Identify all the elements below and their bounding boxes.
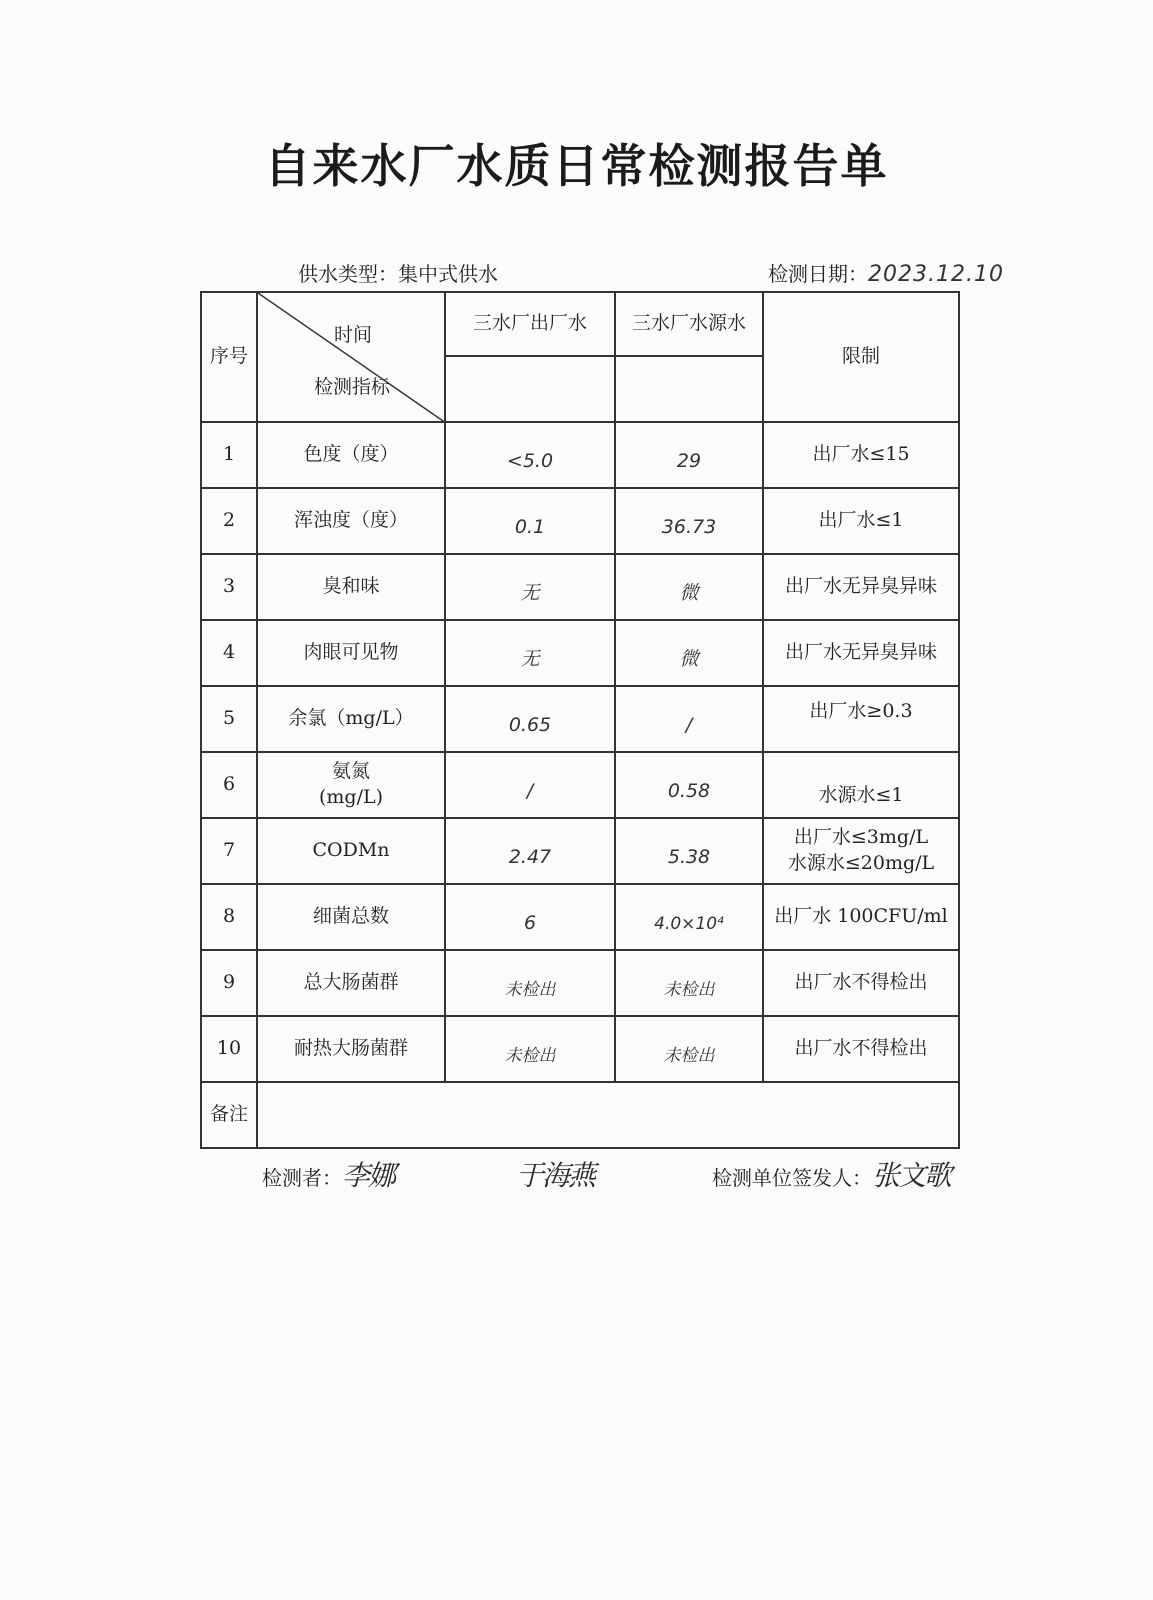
row-item-line1: 氨氮 xyxy=(331,760,370,783)
row-value-a: 无 xyxy=(445,620,615,686)
tester-2 xyxy=(516,1154,594,1194)
row-item: 余氯（mg/L） xyxy=(257,686,445,752)
supply-type xyxy=(298,258,498,287)
remark-row xyxy=(201,1082,959,1148)
row-value-b: / xyxy=(615,686,763,752)
row-value-a: 0.65 xyxy=(445,686,615,752)
tester-signature-2: 于海燕 xyxy=(516,1159,595,1192)
row-limit: 出厂水无异臭异味 xyxy=(763,620,959,686)
seq-header: 序号 xyxy=(201,292,257,422)
remark-value xyxy=(257,1082,959,1148)
report-table xyxy=(200,291,960,1149)
table-row xyxy=(201,620,959,686)
col-b-header-blank xyxy=(615,356,763,422)
remark-label: 备注 xyxy=(201,1082,257,1148)
row-value-b: 29 xyxy=(615,422,763,488)
row-no: 8 xyxy=(201,884,257,950)
row-value-b: 未检出 xyxy=(615,1016,763,1082)
row-no: 2 xyxy=(201,488,257,554)
row-value-b: 36.73 xyxy=(615,488,763,554)
row-value-a: 未检出 xyxy=(445,1016,615,1082)
row-value-a: 未检出 xyxy=(445,950,615,1016)
issuer-signature: 张文歌 xyxy=(872,1159,951,1192)
test-date-value: 2023.12.10 xyxy=(868,262,1004,287)
test-date-label: 检测日期： xyxy=(768,262,868,286)
row-no: 9 xyxy=(201,950,257,1016)
row-limit-line1: 出厂水≤3mg/L xyxy=(793,826,929,849)
row-value-b: 0.58 xyxy=(615,752,763,818)
table-row xyxy=(201,488,959,554)
row-limit-line2: 水源水≤20mg/L xyxy=(787,852,935,874)
row-limit: 出厂水 100CFU/ml xyxy=(763,884,959,950)
page-title: 自来水厂水质日常检测报告单 xyxy=(264,139,889,193)
row-value-a: 6 xyxy=(445,884,615,950)
table-row xyxy=(201,752,959,818)
table-row xyxy=(201,950,959,1016)
row-item: 细菌总数 xyxy=(257,884,445,950)
header-row xyxy=(201,292,959,356)
supply-type-value: 集中式供水 xyxy=(398,262,498,286)
col-a-header-blank xyxy=(445,356,615,422)
row-value-a: <5.0 xyxy=(445,422,615,488)
limit-header: 限制 xyxy=(763,292,959,422)
table-row xyxy=(201,686,959,752)
row-value-b: 微 xyxy=(615,620,763,686)
diagonal-line xyxy=(258,293,446,423)
col-b-header: 三水厂水源水 xyxy=(615,292,763,356)
table-row xyxy=(201,554,959,620)
row-item: CODMn xyxy=(257,818,445,884)
row-limit: 出厂水无异臭异味 xyxy=(763,554,959,620)
row-limit: 水源水≤1 xyxy=(763,752,959,818)
row-limit: 出厂水≥0.3 xyxy=(763,686,959,752)
row-value-b: 4.0×10⁴ xyxy=(615,884,763,950)
row-value-a: / xyxy=(445,752,615,818)
row-item-line2: (mg/L) xyxy=(318,786,384,808)
row-item: 浑浊度（度） xyxy=(257,488,445,554)
row-item: 肉眼可见物 xyxy=(257,620,445,686)
table-row xyxy=(201,422,959,488)
row-no: 6 xyxy=(201,752,257,818)
row-value-b: 5.38 xyxy=(615,818,763,884)
row-limit: 出厂水≤1 xyxy=(763,488,959,554)
col-a-header: 三水厂出厂水 xyxy=(445,292,615,356)
table-row xyxy=(201,884,959,950)
issuer xyxy=(712,1154,950,1194)
row-limit xyxy=(763,818,959,884)
row-value-b: 微 xyxy=(615,554,763,620)
row-item xyxy=(257,752,445,818)
supply-type-label: 供水类型： xyxy=(298,262,398,286)
row-item: 色度（度） xyxy=(257,422,445,488)
diagonal-header xyxy=(257,292,445,422)
tester-label: 检测者： xyxy=(262,1166,342,1190)
row-value-b: 未检出 xyxy=(615,950,763,1016)
diag-indicator-label: 检测指标 xyxy=(314,376,391,398)
issuer-label: 检测单位签发人： xyxy=(712,1166,872,1190)
row-no: 1 xyxy=(201,422,257,488)
diag-time-label: 时间 xyxy=(334,324,373,346)
row-no: 10 xyxy=(201,1016,257,1082)
row-limit: 出厂水不得检出 xyxy=(763,950,959,1016)
tester xyxy=(262,1154,394,1194)
row-item: 耐热大肠菌群 xyxy=(257,1016,445,1082)
row-item: 臭和味 xyxy=(257,554,445,620)
row-no: 3 xyxy=(201,554,257,620)
tester-signature-1: 李娜 xyxy=(342,1159,395,1192)
row-value-a: 0.1 xyxy=(445,488,615,554)
row-value-a: 无 xyxy=(445,554,615,620)
row-no: 4 xyxy=(201,620,257,686)
row-no: 5 xyxy=(201,686,257,752)
row-limit: 出厂水不得检出 xyxy=(763,1016,959,1082)
test-date xyxy=(768,258,1004,287)
table-row xyxy=(201,1016,959,1082)
table-row xyxy=(201,818,959,884)
row-item: 总大肠菌群 xyxy=(257,950,445,1016)
row-no: 7 xyxy=(201,818,257,884)
row-value-a: 2.47 xyxy=(445,818,615,884)
row-limit: 出厂水≤15 xyxy=(763,422,959,488)
